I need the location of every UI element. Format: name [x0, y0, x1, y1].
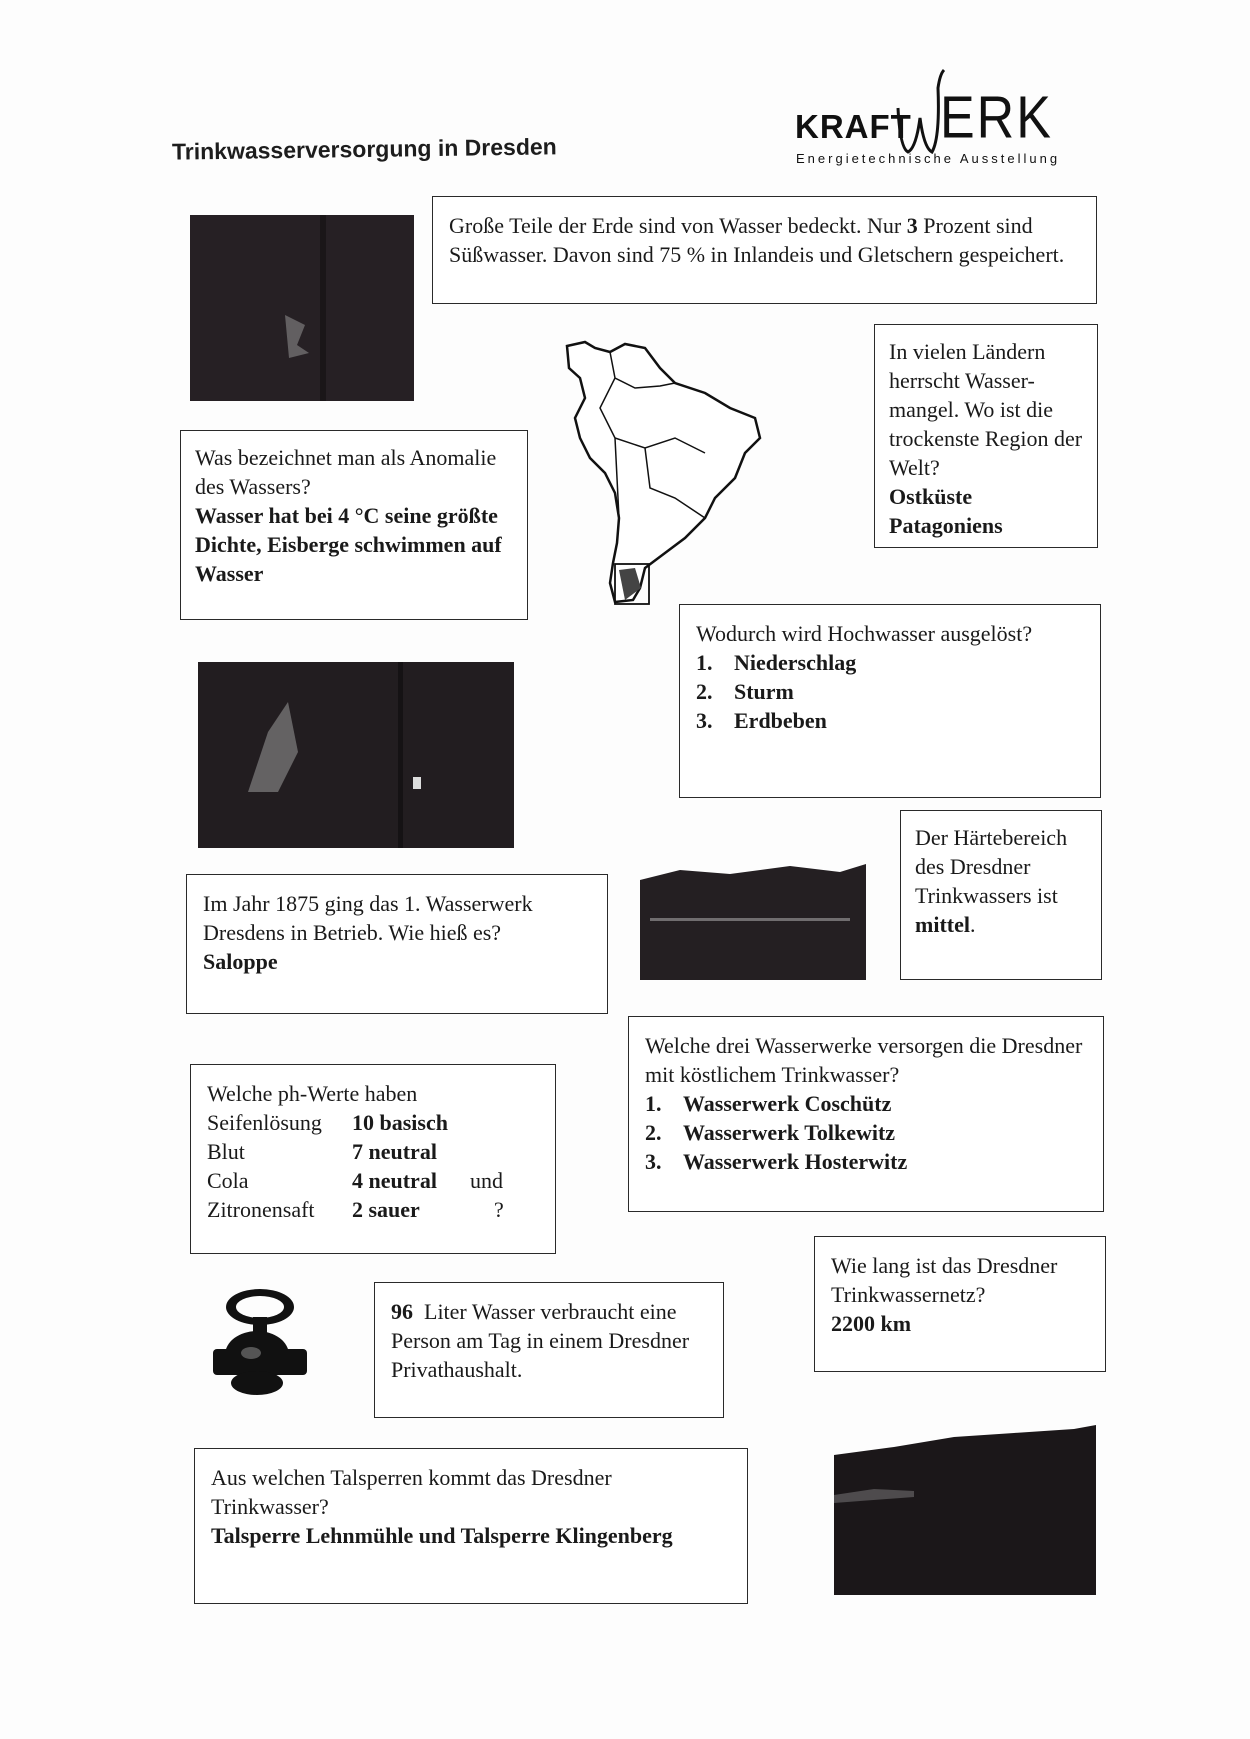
earth-water-value: 3	[906, 213, 918, 238]
logo-left-text: KRAFT	[795, 108, 912, 145]
water-shortage-question: In vielen Ländern herrscht Wasser-mangel. Wo ist die trockenste Region der Welt?	[889, 339, 1083, 480]
ph-value: 7 neutral	[352, 1139, 437, 1164]
list-item: 3. Wasserwerk Hosterwitz	[645, 1149, 908, 1174]
consumption-value: 96	[391, 1299, 413, 1324]
water-shortage-answer-1: Ostküste	[889, 484, 973, 509]
list-item: 2. Sturm	[696, 679, 794, 704]
anomaly-answer: Wasser hat bei 4 °C seine größte Dichte, Eisberge schwimmen auf Wasser	[195, 503, 502, 586]
logo-right-text: ERK	[940, 84, 1053, 152]
ph-value: 2 sauer	[352, 1197, 420, 1222]
hardness-end: .	[969, 912, 976, 937]
dam-photo-detail	[834, 1425, 1096, 1595]
ph-extra	[464, 1108, 539, 1137]
kraftwerk-logo	[790, 68, 1090, 173]
water-photo-1	[190, 215, 414, 401]
hardness-answer: mittel	[915, 912, 970, 937]
water-meter-image	[205, 1285, 315, 1400]
ph-extra: ?	[494, 1197, 504, 1222]
list-item: 2. Wasserwerk Tolkewitz	[645, 1120, 896, 1145]
logo-subtitle: Energietechnische Ausstellung	[796, 151, 1061, 166]
hardness-text: Der Härtebereich des Dresdner Trinkwassers ist	[915, 825, 1068, 908]
network-answer: 2200 km	[831, 1311, 912, 1336]
anomaly-question: Was bezeichnet man als Anomalie des Wassers?	[195, 445, 497, 499]
water-shortage-answer-2: Patagoniens	[889, 513, 1003, 538]
list-item: 3. Erdbeben	[696, 708, 827, 733]
earth-water-box	[432, 196, 1097, 304]
ph-label: Seifenlösung	[207, 1110, 322, 1135]
consumption-box	[374, 1282, 724, 1418]
water-photo-1-detail	[190, 215, 414, 401]
ph-table	[207, 1108, 539, 1224]
waterworks-1875-answer: Saloppe	[203, 949, 278, 974]
three-waterworks-list	[645, 1089, 1087, 1176]
ph-value: 4 neutral	[352, 1168, 437, 1193]
water-shortage-box	[874, 324, 1098, 548]
network-length-box	[814, 1236, 1106, 1372]
list-item: 1. Wasserwerk Coschütz	[645, 1091, 892, 1116]
ph-extra: und	[470, 1168, 503, 1193]
list-item: 1. Niederschlag	[696, 650, 857, 675]
ph-label: Blut	[207, 1139, 245, 1164]
earth-water-text-b: Prozent sind Süßwasser. Davon sind 75 % in Inlandeis und Gletschern gespeichert.	[449, 213, 1065, 267]
waterworks-1875-box	[186, 874, 608, 1014]
ph-value: 10 basisch	[352, 1110, 448, 1135]
flood-question: Wodurch wird Hochwasser ausgelöst?	[696, 621, 1033, 646]
ph-values-box	[190, 1064, 556, 1254]
waterworks-photo	[640, 860, 866, 980]
dam-photo	[834, 1425, 1096, 1595]
hardness-box	[900, 810, 1102, 980]
ph-label: Zitronensaft	[207, 1197, 315, 1222]
three-waterworks-box	[628, 1016, 1104, 1212]
flood-list	[696, 648, 1084, 735]
ph-label: Cola	[207, 1168, 249, 1193]
page-title: Trinkwasserversorgung in Dresden	[171, 133, 557, 165]
three-waterworks-question: Welche drei Wasserwerke versorgen die Dresdner mit köstlichem Trinkwasser?	[645, 1033, 1083, 1087]
earth-water-text-a: Große Teile der Erde sind von Wasser bedeckt. Nur	[449, 213, 907, 238]
south-america-map	[555, 338, 770, 608]
consumption-text: Liter Wasser verbraucht eine Person am Tag in einem Dresdner Privathaushalt.	[391, 1299, 690, 1382]
ph-question: Welche ph-Werte haben	[207, 1081, 418, 1106]
anomaly-box	[180, 430, 528, 620]
flood-box	[679, 604, 1101, 798]
network-question: Wie lang ist das Dresdner Trinkwassernetz?	[831, 1253, 1058, 1307]
waterworks-1875-question: Im Jahr 1875 ging das 1. Wasserwerk Dresdens in Betrieb. Wie hieß es?	[203, 891, 533, 945]
logo-w-mark-icon	[894, 68, 946, 158]
flood-photo-detail	[198, 662, 514, 848]
waterworks-photo-detail	[640, 860, 866, 980]
flood-photo	[198, 662, 514, 848]
dams-answer: Talsperre Lehnmühle und Talsperre Klingenberg	[211, 1523, 673, 1548]
dams-question: Aus welchen Talsperren kommt das Dresdner Trinkwasser?	[211, 1465, 612, 1519]
ph-extra	[464, 1137, 539, 1166]
dams-box	[194, 1448, 748, 1604]
